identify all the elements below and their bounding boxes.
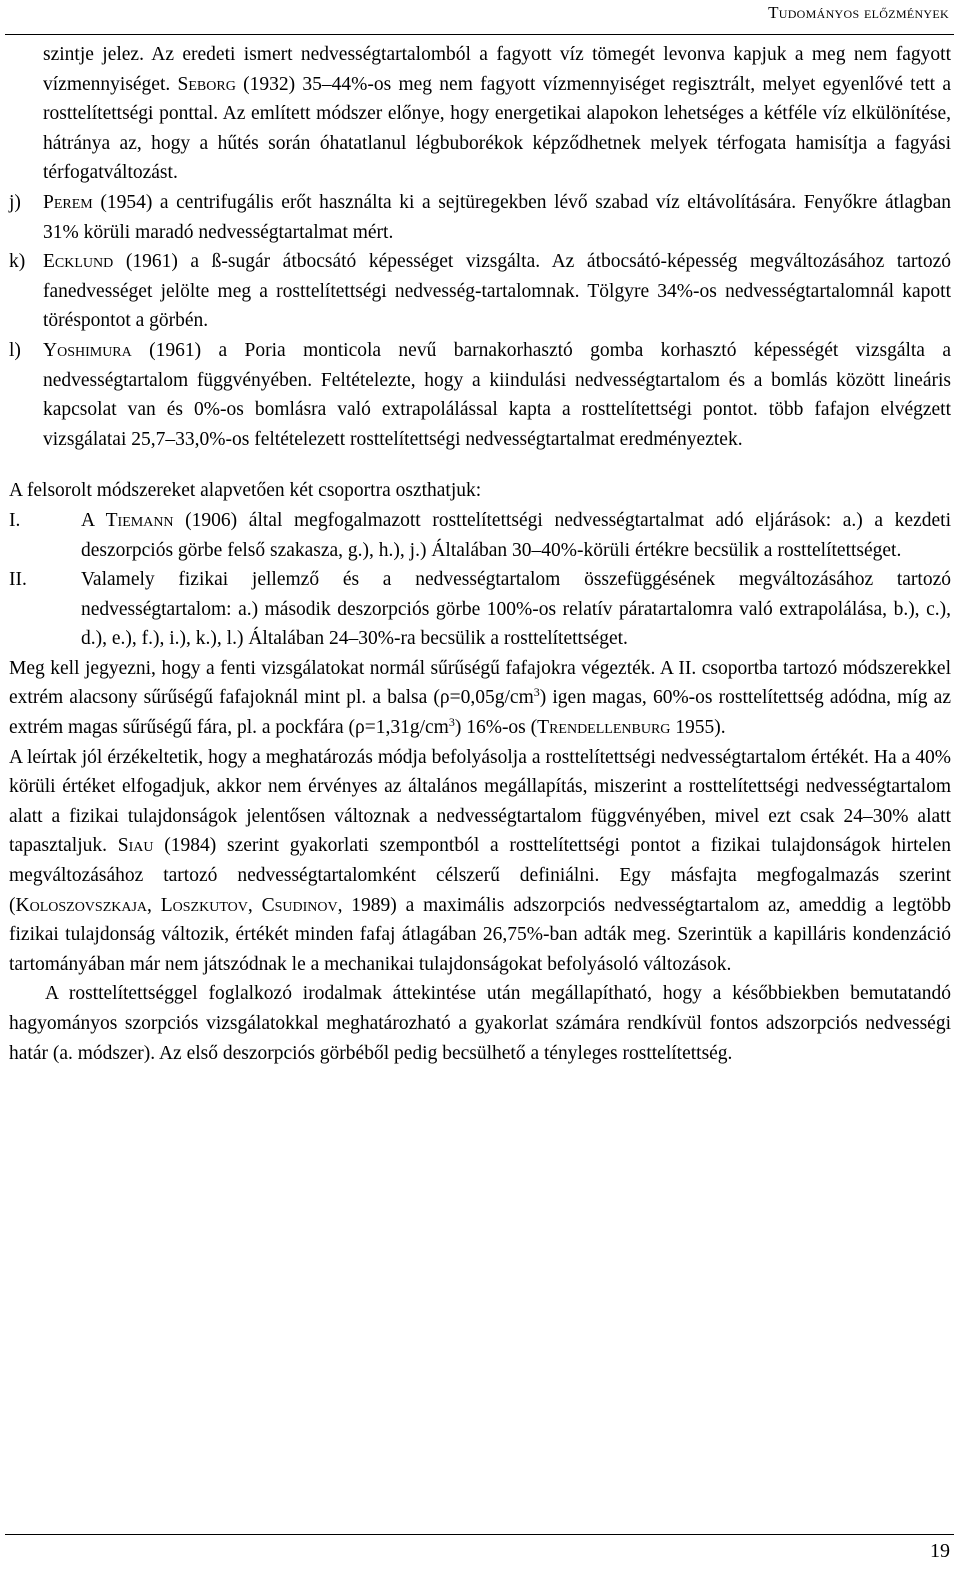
paragraph: [9, 654, 951, 743]
list-item-text: [43, 188, 951, 247]
list-item-text: [43, 247, 951, 336]
paragraph: [9, 979, 951, 1068]
superscript: 3: [533, 685, 540, 700]
running-header: Tudományos előzmények: [768, 3, 949, 22]
text-run: A leírtak jól érzékeltetik, hogy a meghatározás módja befolyásolja a rosttelítettségi nedvességtartalom értékét. Ha a 40% körüli értéket elfogadjuk, akkor nem érvényes az általános megállapítás, miszerint a rosttelítettségi nedvességtartalom alatt a fizikai tulajdonságok jelentősen változnak a nedvességtartalom függvényében, mivel ezt csak 24–30% alatt tapasztaljuk.: [9, 746, 951, 857]
list-item: [9, 336, 951, 454]
author-name: Csudinov: [261, 894, 338, 916]
text-run: A rosttelítettséggel foglalkozó irodalmak áttekintése után megállapítható, hogy a későbbiekben bemutatandó hagyományos szorpciós vizsgálatokkal meghatározható a gyakorlat számára rendkívül fontos adszorpciós nedvességi határ (a. módszer). Az első deszorpciós görbéből pedig becsülhető a tényleges rosttelítettség.: [9, 983, 951, 1064]
list-marker: k): [9, 251, 26, 273]
text-run: A: [81, 509, 106, 531]
text-run: (1961) a ß-sugár átbocsátó képességet vizsgálta. Az átbocsátó-képesség megváltozásához tartozó fanedvességet jelölte meg a rosttelítettségi nedvesség-tartalomnak. Tölgyre 34%-os nedvességtartalomnál kapott töréspontot a görbén.: [43, 251, 951, 332]
text-run: ) igen magas, 60%-os rosttelítettség adódna, míg az extrém magas sűrűségű fára, pl. a pockfára (ρ=1,31g/cm: [9, 687, 951, 739]
author-name: Yoshimura: [43, 339, 132, 361]
group-marker: I.: [9, 509, 21, 531]
author-name: Seborg: [177, 73, 236, 95]
text-run: (1961) a Poria monticola nevű barnakorhasztó gomba korhasztó képességét vizsgálta a nedvességtartalom függvényében. Feltételezte, hogy a kiindulási nedvességtartalom és a bomlás között lineáris kapcsolat van és 0%-os bomlásra való extrapolálással kapta a rosttelítettségi pontot. több fafajon elvégzett vizsgálatai 25,7–33,0%-os feltételezett rosttelítettségi nedvességtartalmat eredményeztek.: [43, 339, 951, 450]
groups-intro: A felsorolt módszereket alapvetően két csoportra oszthatjuk:: [9, 480, 482, 502]
paragraph: [9, 743, 951, 980]
text-run: Valamely fizikai jellemző és a nedvességtartalom összefüggésének megváltozásához tartozó nedvességtartalom: a.) második deszorpciós görbe 100%-os relatív páratartalomra való extrapolálása, b.), c.), d.), e.), f.), i.), k.), l.) Általában 24–30%-ra becsülik a rosttelítettséget.: [81, 569, 951, 650]
author-name: Perem: [43, 191, 93, 213]
text-run: 1955).: [670, 717, 726, 739]
group-item: [9, 506, 951, 565]
author-name: Loszkutov: [160, 894, 248, 916]
method-list: [9, 40, 951, 454]
group-marker: II.: [9, 569, 27, 591]
header-rule: [5, 34, 954, 35]
author-name: Tiemann: [105, 509, 174, 531]
body-text: [9, 40, 951, 1068]
text-run: ,: [147, 894, 161, 916]
group-text: [81, 565, 951, 654]
list-item: [9, 188, 951, 247]
text-run: (1954) a centrifugális erőt használta ki a sejtüregekben lévő szabad víz eltávolítására. Fenyőkre átlagban 31% körüli maradó nedvességtartalmat mért.: [43, 191, 951, 243]
text-run: (1984) szerint gyakorlati szempontból a rosttelítettségi pontot a fizikai tulajdonságok hirtelen megváltozásához tartozó nedvességtartalomként célszerű definiálni. Egy másfajta megfogalmazás szerint (: [9, 835, 951, 916]
author-name: Koloszovszkaja: [15, 894, 148, 916]
list-item: [9, 247, 951, 336]
footer-rule: [5, 1534, 954, 1535]
list-item-text: [43, 336, 951, 454]
text-run: (1906) által megfogalmazott rosttelítettségi nedvességtartalmat adó eljárások: a.) a kezdeti deszorpciós görbe felső szakasza, g.), h.), j.) Általában 30–40%-körüli értékre becsülik a rosttelítettséget.: [81, 509, 951, 561]
text-run: szintje jelez. Az eredeti ismert nedvességtartalomból a fagyott víz tömegét levonva kapjuk a meg nem fagyott vízmennyiséget.: [43, 44, 951, 95]
list-marker: j): [9, 191, 21, 213]
discussion: [9, 654, 951, 1068]
spacer: [9, 454, 951, 476]
text-run: , 1989) a maximális adszorpciós nedvességtartalom az, ameddig a legtöbb fizikai tulajdonság változik, értékét minden fafaj átlagában 26,75%-ban adták meg. Szerintük a kapilláris kondenzáció tartományában már nem játszódnak le a mechanikai tulajdonságokat befolyásoló változások.: [9, 894, 952, 975]
author-name: Siau: [117, 835, 154, 857]
text-run: (1932) 35–44%-os meg nem fagyott vízmennyiséget regisztrált, melyet egyenlővé tett a rosttelítettségi ponttal. Az említett módszer előnye, hogy energetikai alapokon lehetséges a kétféle víz elkülönítése, hátránya az, hogy a hűtés során óhatatlanul légbuborékok képződhetnek melyek térfogata hamisítja a fagyási térfogatváltozást.: [43, 73, 951, 184]
list-marker: l): [9, 339, 21, 361]
list-continuation: [9, 40, 951, 188]
author-name: Ecklund: [43, 251, 114, 273]
method-groups: [9, 506, 951, 654]
author-name: Trendellenburg: [537, 717, 671, 739]
page-number: 19: [930, 1540, 950, 1562]
text-run: ) 16%-os (: [454, 717, 538, 739]
group-item: [9, 565, 951, 654]
superscript: 3: [448, 715, 455, 730]
group-text: [81, 506, 951, 565]
text-run: Meg kell jegyezni, hogy a fenti vizsgálatokat normál sűrűségű fafajokra végezték. A II. csoportba tartozó módszerekkel extrém alacsony sűrűségű fafajoknál mint pl. a balsa (ρ=0,05g/cm: [9, 657, 951, 709]
text-run: ,: [247, 894, 262, 916]
